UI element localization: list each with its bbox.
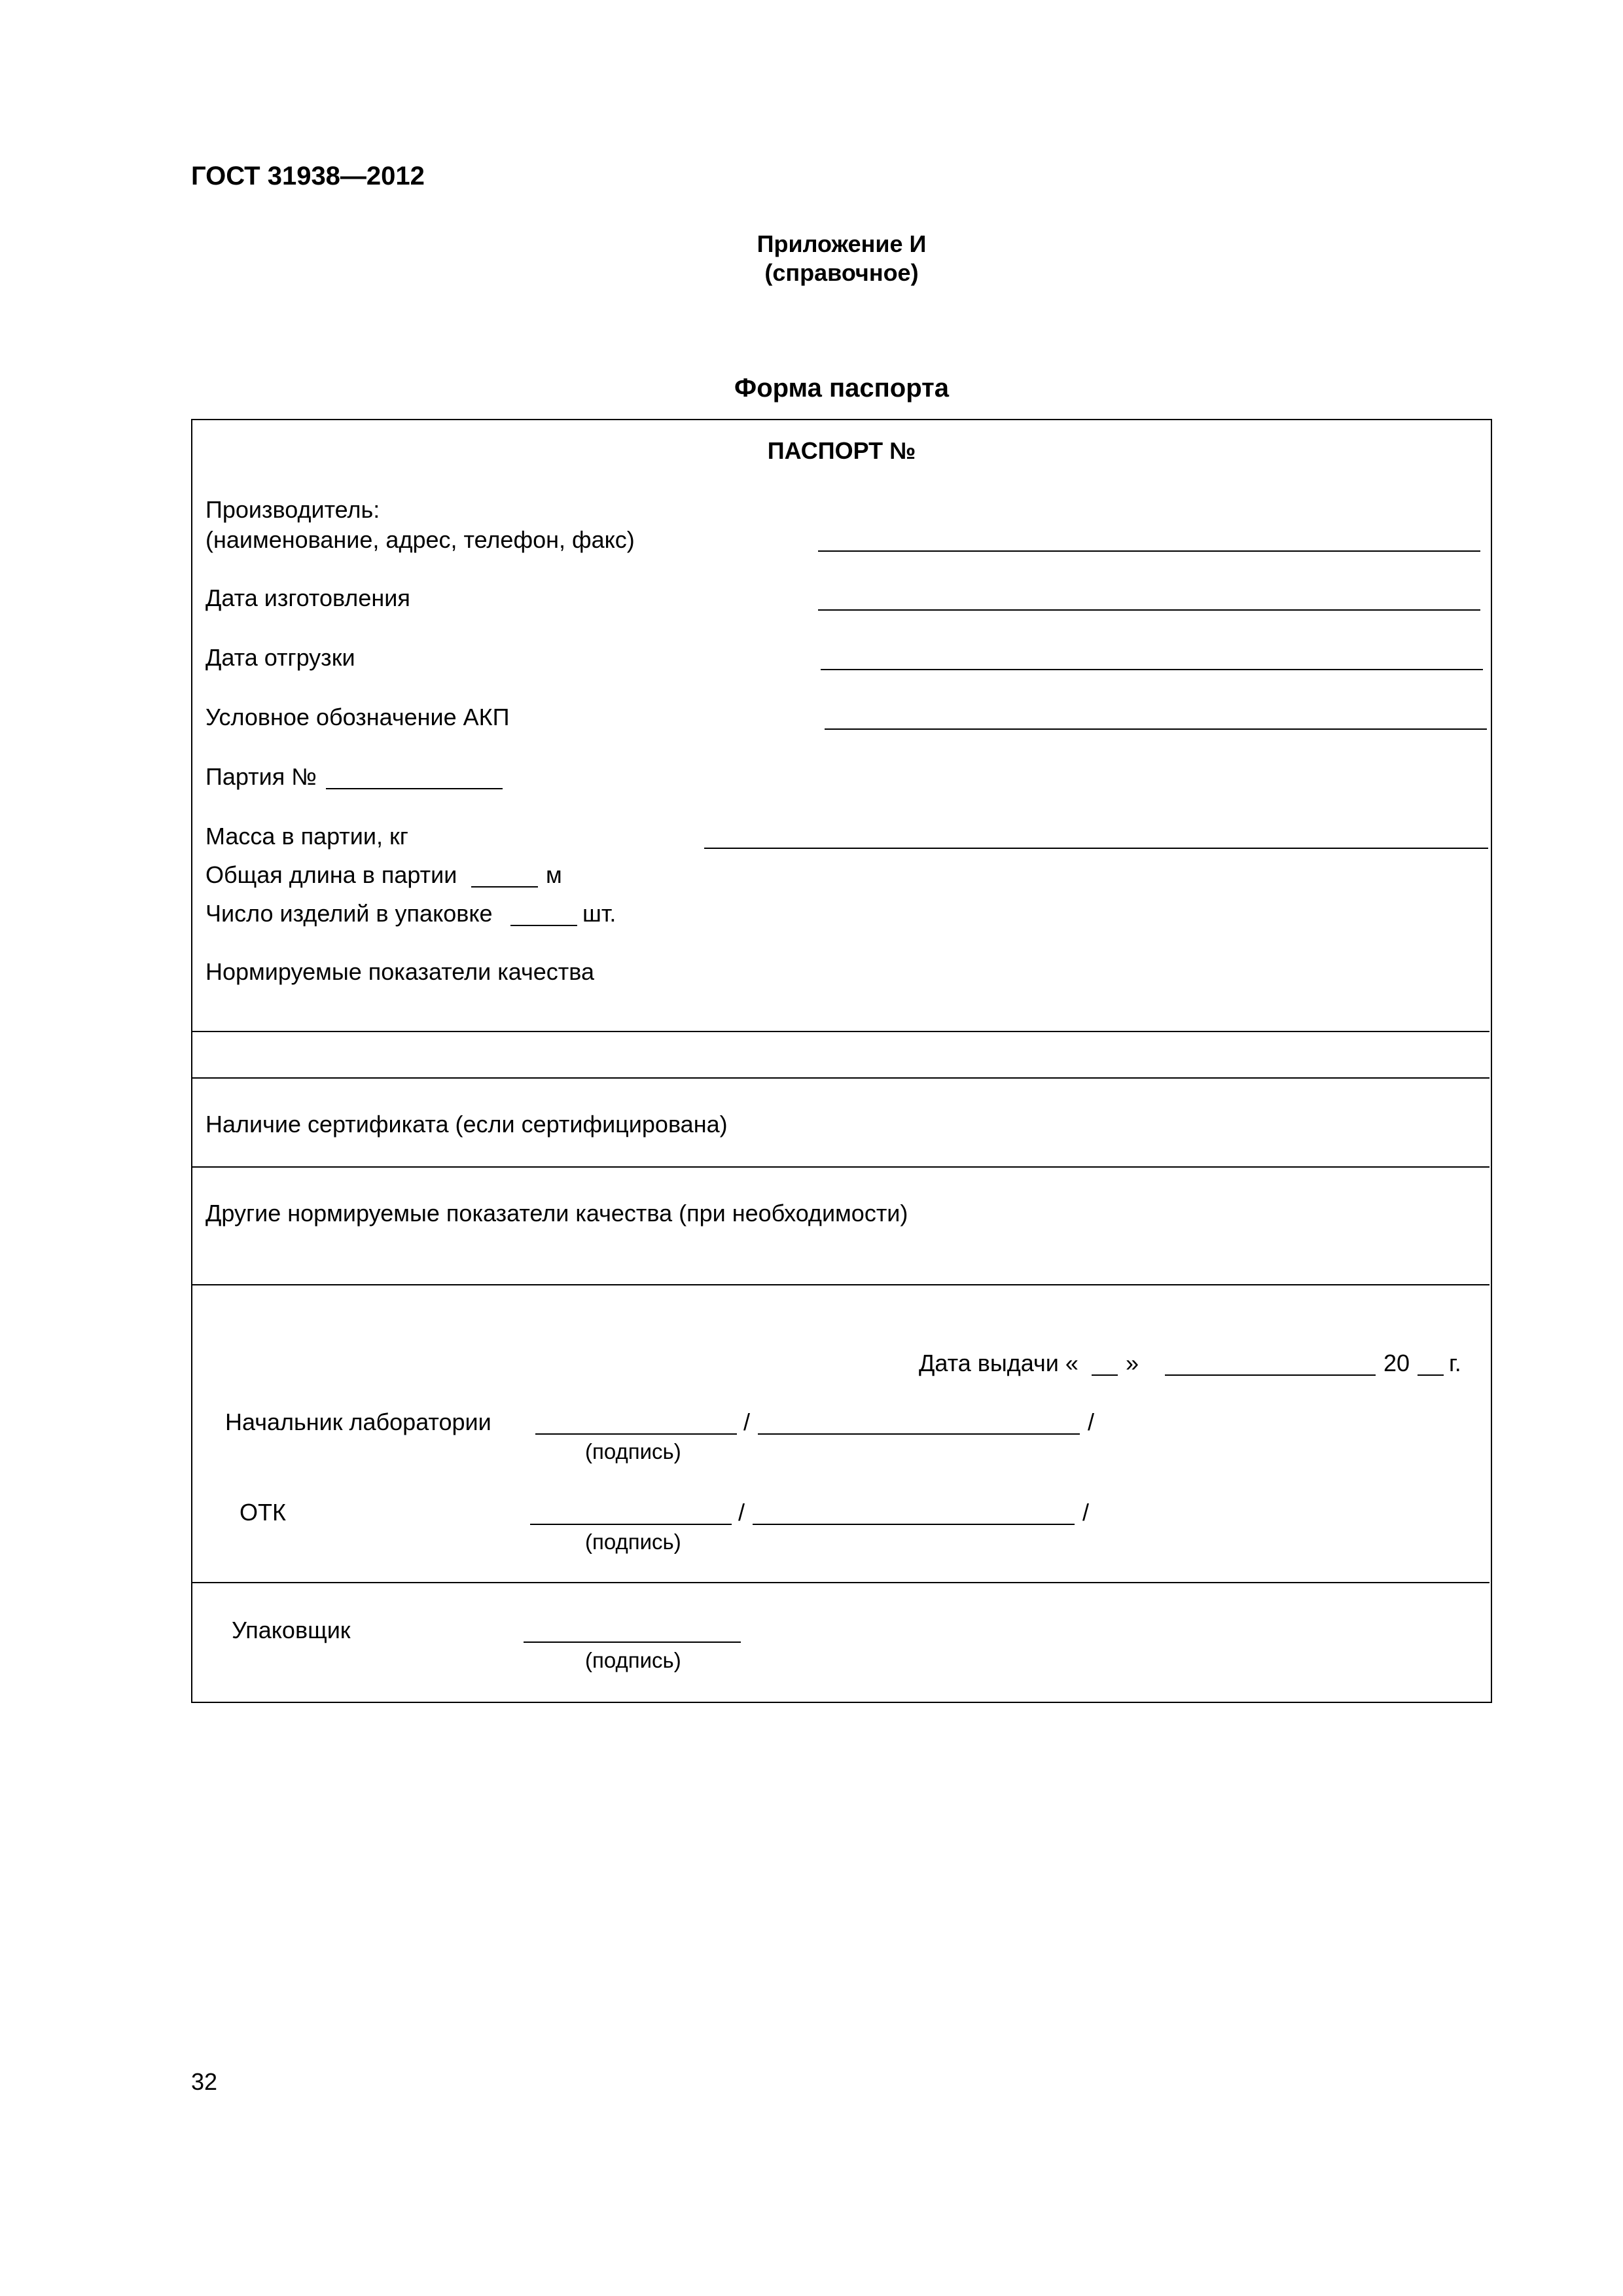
signature-hint: (подпись)	[585, 1648, 681, 1672]
batch-field[interactable]	[326, 788, 503, 789]
signature-hint: (подпись)	[585, 1530, 681, 1554]
batch-length-field[interactable]	[471, 886, 538, 888]
batch-label: Партия №	[205, 763, 317, 790]
slash: /	[738, 1499, 745, 1526]
issue-year-field[interactable]	[1418, 1374, 1444, 1376]
standard-id: ГОСТ 31938—2012	[191, 162, 425, 190]
divider	[191, 1284, 1489, 1285]
issue-year-suffix: г.	[1449, 1350, 1461, 1376]
slash: /	[1082, 1499, 1090, 1526]
divider	[191, 1166, 1489, 1168]
manufacturer-field[interactable]	[818, 550, 1480, 552]
items-per-pack-label: Число изделий в упаковке	[205, 900, 493, 927]
page-number: 32	[191, 2068, 218, 2095]
lab-head-label: Начальник лаборатории	[225, 1408, 491, 1435]
items-per-pack-unit: шт.	[582, 900, 616, 927]
form-title: Форма паспорта	[734, 374, 949, 403]
manufacturer-hint: (наименование, адрес, телефон, факс)	[205, 526, 635, 553]
shipment-date-field[interactable]	[821, 669, 1483, 670]
issue-date-quote-close: »	[1126, 1350, 1139, 1376]
manufacturer-label: Производитель:	[205, 496, 380, 523]
divider	[191, 1077, 1489, 1079]
packer-signature-field[interactable]	[524, 1641, 741, 1643]
appendix-title: Приложение И	[757, 230, 927, 257]
batch-mass-field[interactable]	[704, 848, 1488, 849]
designation-field[interactable]	[825, 728, 1487, 730]
certificate-label: Наличие сертификата (если сертифицирована)	[205, 1111, 728, 1138]
other-quality-label: Другие нормируемые показатели качества (при необходимости)	[205, 1200, 908, 1227]
manufacture-date-label: Дата изготовления	[205, 584, 410, 611]
divider	[191, 1031, 1489, 1032]
batch-length-unit: м	[546, 861, 562, 888]
batch-mass-label: Масса в партии, кг	[205, 823, 408, 850]
items-per-pack-field[interactable]	[510, 925, 577, 926]
shipment-date-label: Дата отгрузки	[205, 644, 355, 671]
batch-length-label: Общая длина в партии	[205, 861, 457, 888]
issue-year-prefix: 20	[1383, 1350, 1410, 1376]
issue-date-prefix: Дата выдачи «	[919, 1350, 1079, 1376]
signature-hint: (подпись)	[585, 1439, 681, 1463]
lab-head-signature-field[interactable]	[535, 1433, 737, 1435]
designation-label: Условное обозначение АКП	[205, 704, 510, 730]
manufacture-date-field[interactable]	[818, 609, 1480, 611]
issue-day-field[interactable]	[1092, 1374, 1118, 1376]
otk-label: ОТК	[240, 1499, 286, 1526]
slash: /	[1088, 1408, 1095, 1435]
passport-title: ПАСПОРТ №	[767, 437, 916, 464]
slash: /	[743, 1408, 751, 1435]
divider	[191, 1582, 1489, 1583]
quality-label: Нормируемые показатели качества	[205, 958, 594, 985]
otk-signature-field[interactable]	[530, 1524, 732, 1525]
appendix-type: (справочное)	[764, 259, 919, 286]
issue-month-field[interactable]	[1165, 1374, 1376, 1376]
packer-label: Упаковщик	[232, 1617, 351, 1643]
otk-name-field[interactable]	[753, 1524, 1075, 1525]
lab-head-name-field[interactable]	[758, 1433, 1080, 1435]
